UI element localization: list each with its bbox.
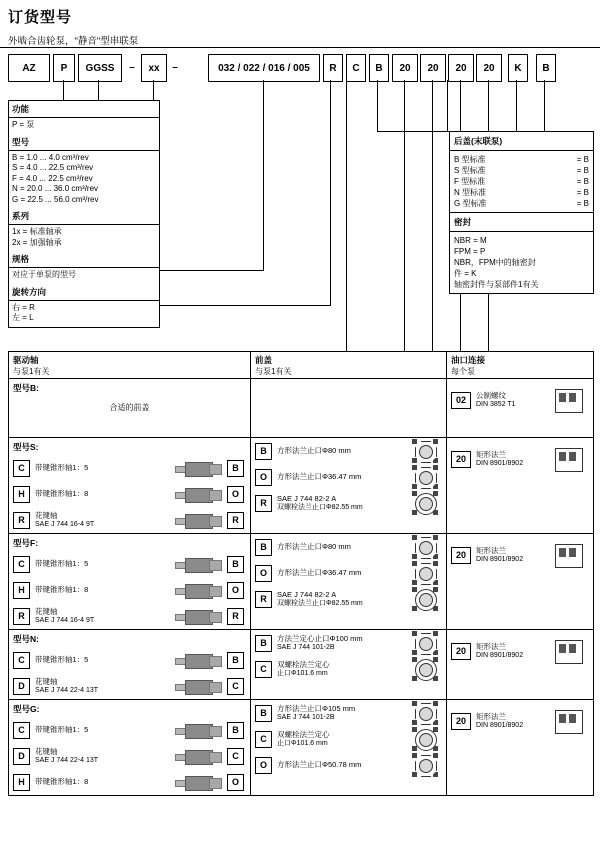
- front-cover-option-row[interactable]: [251, 726, 446, 752]
- port-code-20[interactable]: 20: [451, 643, 471, 660]
- option-text: 方形法兰止口Φ36.47 mm: [277, 568, 362, 578]
- option-text: 矩形法兰 DIN 8901/8902: [476, 449, 524, 467]
- shaft-icon: [175, 608, 221, 625]
- table-group: [9, 379, 593, 438]
- option-text: 带键锥形轴1：8: [35, 777, 89, 787]
- option-text: 方形法兰止口Φ105 mm SAE J 744 101-2B: [277, 703, 356, 721]
- shaft-code-R[interactable]: R: [13, 512, 30, 529]
- flange-oct-icon: [412, 753, 438, 777]
- shaft-option-row[interactable]: [9, 577, 250, 603]
- options-table: [8, 351, 594, 796]
- standard-label: B 型标准: [454, 155, 486, 164]
- shaft-cell: [9, 534, 251, 629]
- option-text: 方形法兰止口Φ36.47 mm: [277, 472, 362, 482]
- seal-row: 件 = K: [454, 269, 477, 278]
- standard-value: = B: [576, 155, 589, 164]
- legend-rows-3: [9, 151, 159, 209]
- shaft-icon: [175, 774, 221, 791]
- leader-line: [432, 80, 433, 351]
- front-code-R[interactable]: R: [255, 495, 272, 512]
- table-group: [9, 700, 593, 795]
- front-cover-option-row[interactable]: [251, 752, 446, 778]
- shaft-code-H[interactable]: H: [13, 582, 30, 599]
- front-cover-cell: [251, 630, 447, 699]
- code-box-10: 20: [392, 54, 418, 82]
- model-label: 型号S:: [13, 442, 39, 452]
- option-text: 带键锥形轴1：5: [35, 559, 89, 569]
- front-code-B[interactable]: B: [255, 539, 272, 556]
- port-flange-icon: [553, 387, 583, 413]
- option-text: 花键轴 SAE J 744 16-4 9T: [35, 606, 95, 624]
- legend-item: S = 4.0 ... 22.5 cm³/rev: [12, 163, 94, 172]
- front-cover-option-row[interactable]: [251, 464, 446, 490]
- legend-item: 对应于单泵的型号: [12, 270, 76, 279]
- port-flange-icon: [553, 542, 583, 568]
- standard-row: [454, 165, 589, 176]
- port-option-row[interactable]: [447, 379, 591, 413]
- port-flange-icon: [553, 638, 583, 664]
- front-code-O[interactable]: O: [255, 469, 272, 486]
- legend-item: G = 22.5 ... 56.0 cm³/rev: [12, 194, 99, 204]
- model-label: 型号N:: [13, 634, 39, 644]
- shaft-pair-code[interactable]: R: [227, 608, 244, 625]
- front-cover-cell: [251, 700, 447, 795]
- flange-oct-icon: [412, 439, 438, 463]
- port-code-20[interactable]: 20: [451, 713, 471, 730]
- flange-oct-icon: [412, 631, 438, 655]
- seal-row: NBR = M: [454, 236, 487, 245]
- code-box-5: –: [168, 54, 182, 80]
- flange-oct-icon: [412, 561, 438, 585]
- shaft-code-H[interactable]: H: [13, 486, 30, 503]
- legend-item: 1x = 标准轴承: [12, 227, 62, 236]
- code-box-8: C: [346, 54, 366, 82]
- legend-section-2: 型号: [9, 134, 159, 151]
- standard-value: = B: [576, 199, 589, 208]
- shaft-icon: [175, 460, 221, 477]
- table-group: [9, 438, 593, 534]
- legend-section-6: 规格: [9, 251, 159, 268]
- leader-line: [346, 80, 347, 351]
- shaft-pair-code[interactable]: C: [227, 748, 244, 765]
- shaft-code-C[interactable]: C: [13, 556, 30, 573]
- model-label: 型号G:: [13, 704, 40, 714]
- option-text: 带键锥形轴1：5: [35, 725, 89, 735]
- option-text: 带键锥形轴1：5: [35, 463, 89, 473]
- standard-value: = B: [576, 188, 589, 197]
- shaft-option-row[interactable]: [9, 769, 250, 795]
- shaft-option-row[interactable]: [9, 455, 250, 481]
- option-text: 方形法兰止口Φ80 mm: [277, 446, 351, 456]
- legend-section-8: 旋转方向: [9, 284, 159, 301]
- table-header-row: [9, 352, 593, 379]
- option-text: 双螺栓法兰定心 止口Φ101.6 mm: [277, 729, 330, 747]
- front-cover-option-row[interactable]: [251, 586, 446, 612]
- code-box-1: P: [53, 54, 75, 82]
- front-cover-option-row[interactable]: [251, 630, 446, 656]
- front-cover-option-row[interactable]: [251, 700, 446, 726]
- table-body: [9, 379, 593, 795]
- legend-item: N = 20.0 ... 36.0 cm³/rev: [12, 184, 99, 193]
- shaft-icon: [175, 652, 221, 669]
- leader-line: [377, 80, 378, 132]
- seal-row: FPM = P: [454, 247, 486, 256]
- standard-row: [454, 176, 589, 187]
- flange-oct-icon: [412, 701, 438, 725]
- option-text: 带键锥形轴1：5: [35, 655, 89, 665]
- right-legend-seal-title: 密封: [450, 212, 593, 232]
- port-option-row[interactable]: [447, 438, 591, 472]
- shaft-icon: [175, 486, 221, 503]
- legend-rows-9: [9, 301, 159, 327]
- code-box-2: GGSS: [78, 54, 122, 82]
- front-cover-cell: [251, 534, 447, 629]
- front-cover-option-row[interactable]: [251, 490, 446, 516]
- port-cell: [447, 534, 591, 629]
- shaft-option-row[interactable]: [9, 551, 250, 577]
- leader-line: [516, 80, 517, 132]
- shaft-cell: [9, 700, 251, 795]
- option-text: 带键锥形轴1：8: [35, 489, 89, 499]
- code-box-13: 20: [476, 54, 502, 82]
- flange-round-icon: [412, 587, 438, 611]
- shaft-pair-code[interactable]: B: [227, 722, 244, 739]
- shaft-option-row[interactable]: [9, 673, 250, 699]
- front-code-R[interactable]: R: [255, 591, 272, 608]
- shaft-code-D[interactable]: D: [13, 678, 30, 695]
- shaft-icon: [175, 678, 221, 695]
- shaft-pair-code[interactable]: C: [227, 678, 244, 695]
- shaft-code-H[interactable]: H: [13, 774, 30, 791]
- model-label: 型号F:: [13, 538, 39, 548]
- front-code-B[interactable]: B: [255, 705, 272, 722]
- legend-item: 右 = R: [12, 302, 35, 312]
- leader-line: [447, 80, 448, 131]
- port-flange-icon: [553, 708, 583, 734]
- header-divider: [0, 47, 600, 48]
- shaft-option-row[interactable]: [9, 743, 250, 769]
- port-code-20[interactable]: 20: [451, 547, 471, 564]
- legend-item: 左 = L: [12, 313, 34, 322]
- port-cell: [447, 700, 591, 795]
- shaft-cell: [9, 630, 251, 699]
- standard-row: [454, 198, 589, 209]
- shaft-code-R[interactable]: R: [13, 608, 30, 625]
- legend-item: B = 1.0 ... 4.0 cm³/rev: [12, 152, 89, 162]
- front-code-C[interactable]: C: [255, 661, 272, 678]
- option-text: 矩形法兰 DIN 8901/8902: [476, 641, 524, 659]
- model-label: 型号B:: [13, 383, 39, 393]
- shaft-icon: [175, 556, 221, 573]
- shaft-icon: [175, 748, 221, 765]
- option-text: 矩形法兰 DIN 8901/8902: [476, 545, 524, 563]
- shaft-option-row[interactable]: [9, 507, 250, 533]
- front-cover-cell: [251, 379, 447, 437]
- flange-round-icon: [412, 657, 438, 681]
- port-cell: [447, 438, 591, 533]
- right-legend: [449, 131, 594, 294]
- option-text: 双螺栓法兰定心 止口Φ101.6 mm: [277, 659, 330, 677]
- option-text: 花键轴 SAE J 744 22-4 13T: [35, 746, 99, 764]
- shaft-cell: [9, 379, 251, 437]
- front-cover-option-row[interactable]: [251, 560, 446, 586]
- shaft-option-row[interactable]: [9, 647, 250, 673]
- port-option-row[interactable]: [447, 534, 591, 568]
- page-title: 订货型号: [8, 9, 73, 26]
- shaft-icon: [175, 582, 221, 599]
- shaft-pair-code[interactable]: R: [227, 512, 244, 529]
- legend-rows-1: [9, 118, 159, 134]
- standard-value: = B: [576, 166, 589, 175]
- shaft-code-C[interactable]: C: [13, 652, 30, 669]
- front-cover-option-row[interactable]: [251, 534, 446, 560]
- legend-item: F = 4.0 ... 22.5 cm³/rev: [12, 173, 93, 183]
- table-header-shaft: 驱动轴 与泵1有关: [9, 352, 251, 378]
- front-code-C[interactable]: C: [255, 731, 272, 748]
- option-text: SAE J 744 82-2 A 双螺栓法兰止口Φ82.55 mm: [277, 493, 363, 511]
- option-text: 花键轴 SAE J 744 22-4 13T: [35, 676, 99, 694]
- legend-rows-5: [9, 225, 159, 251]
- flange-oct-icon: [412, 465, 438, 489]
- front-code-O[interactable]: O: [255, 757, 272, 774]
- front-code-B[interactable]: B: [255, 443, 272, 460]
- shaft-pair-code[interactable]: B: [227, 556, 244, 573]
- shaft-pair-code[interactable]: O: [227, 774, 244, 791]
- legend-item: 2x = 加强轴承: [12, 237, 62, 247]
- option-text: 公制螺纹 DIN 3852 T1: [476, 390, 516, 408]
- shaft-pair-code[interactable]: B: [227, 460, 244, 477]
- port-cell: [447, 630, 591, 699]
- right-legend-standards: [450, 151, 593, 212]
- shaft-option-row[interactable]: [9, 481, 250, 507]
- front-code-O[interactable]: O: [255, 565, 272, 582]
- table-group: [9, 630, 593, 700]
- leader-line: [544, 80, 545, 132]
- code-box-3: –: [125, 54, 139, 80]
- leader-line: [404, 80, 405, 351]
- shaft-code-C[interactable]: C: [13, 460, 30, 477]
- shaft-option-row[interactable]: [9, 603, 250, 629]
- front-cover-cell: [251, 438, 447, 533]
- page-subtitle: 外啮合齿轮泵，"静音"型串联泵: [8, 36, 139, 47]
- shaft-code-D[interactable]: D: [13, 748, 30, 765]
- option-text: 方形法兰止口Φ80 mm: [277, 542, 351, 552]
- port-code-20[interactable]: 20: [451, 451, 471, 468]
- seal-row: 轴密封件与泵部件1有关: [454, 280, 539, 289]
- right-legend-seals: [450, 232, 593, 293]
- shaft-code-C[interactable]: C: [13, 722, 30, 739]
- center-note: 合适的前盖: [109, 403, 150, 412]
- left-legend: [8, 100, 160, 328]
- front-cover-option-row[interactable]: [251, 438, 446, 464]
- table-header-port: 油口连接 每个泵: [451, 355, 486, 376]
- standard-row: [454, 187, 589, 198]
- shaft-icon: [175, 722, 221, 739]
- standard-label: S 型标准: [454, 166, 486, 175]
- code-box-4: xx: [141, 54, 167, 82]
- port-flange-icon: [553, 446, 583, 472]
- code-box-6: 032 / 022 / 016 / 005: [208, 54, 320, 82]
- legend-item: P = 泵: [12, 120, 35, 129]
- port-option-row[interactable]: [447, 630, 591, 664]
- legend-section-0: 功能: [9, 101, 159, 118]
- option-text: 矩形法兰 DIN 8901/8902: [476, 711, 524, 729]
- flange-round-icon: [412, 727, 438, 751]
- standard-label: N 型标准: [454, 188, 486, 197]
- code-box-7: R: [323, 54, 343, 82]
- port-option-row[interactable]: [447, 700, 591, 734]
- option-text: 方法兰定心止口Φ100 mm SAE J 744 101-2B: [277, 633, 363, 651]
- code-box-11: 20: [420, 54, 446, 82]
- standard-label: G 型标准: [454, 199, 487, 208]
- option-text: 方形法兰止口Φ50.78 mm: [277, 760, 362, 770]
- code-box-14: K: [508, 54, 528, 82]
- table-group: [9, 534, 593, 630]
- shaft-cell: [9, 438, 251, 533]
- code-box-0: AZ: [8, 54, 50, 82]
- front-code-B[interactable]: B: [255, 635, 272, 652]
- legend-rows-7: [9, 268, 159, 284]
- leader-line: [330, 80, 331, 305]
- port-cell: [447, 379, 591, 437]
- legend-section-4: 系列: [9, 208, 159, 225]
- flange-round-icon: [412, 491, 438, 515]
- leader-line: [263, 80, 264, 270]
- shaft-pair-code[interactable]: O: [227, 486, 244, 503]
- seal-row: NBR，FPM中的轴密封: [454, 258, 536, 267]
- flange-oct-icon: [412, 535, 438, 559]
- option-text: 带键锥形轴1：8: [35, 585, 89, 595]
- code-box-12: 20: [448, 54, 474, 82]
- option-text: 花键轴 SAE J 744 16-4 9T: [35, 510, 95, 528]
- front-cover-option-row[interactable]: [251, 656, 446, 682]
- standard-label: F 型标准: [454, 177, 486, 186]
- table-header-front-cover: 前盖 与泵1有关: [251, 352, 447, 378]
- port-code-02[interactable]: 02: [451, 392, 471, 409]
- shaft-pair-code[interactable]: O: [227, 582, 244, 599]
- shaft-pair-code[interactable]: B: [227, 652, 244, 669]
- standard-row: [454, 154, 589, 165]
- right-legend-title: 后盖(末联泵): [450, 132, 593, 151]
- option-text: SAE J 744 82-2 A 双螺栓法兰止口Φ82.55 mm: [277, 589, 363, 607]
- code-box-15: B: [536, 54, 556, 82]
- standard-value: = B: [576, 177, 589, 186]
- shaft-option-row[interactable]: [9, 717, 250, 743]
- shaft-icon: [175, 512, 221, 529]
- code-box-9: B: [369, 54, 389, 82]
- leader-line: [377, 131, 450, 132]
